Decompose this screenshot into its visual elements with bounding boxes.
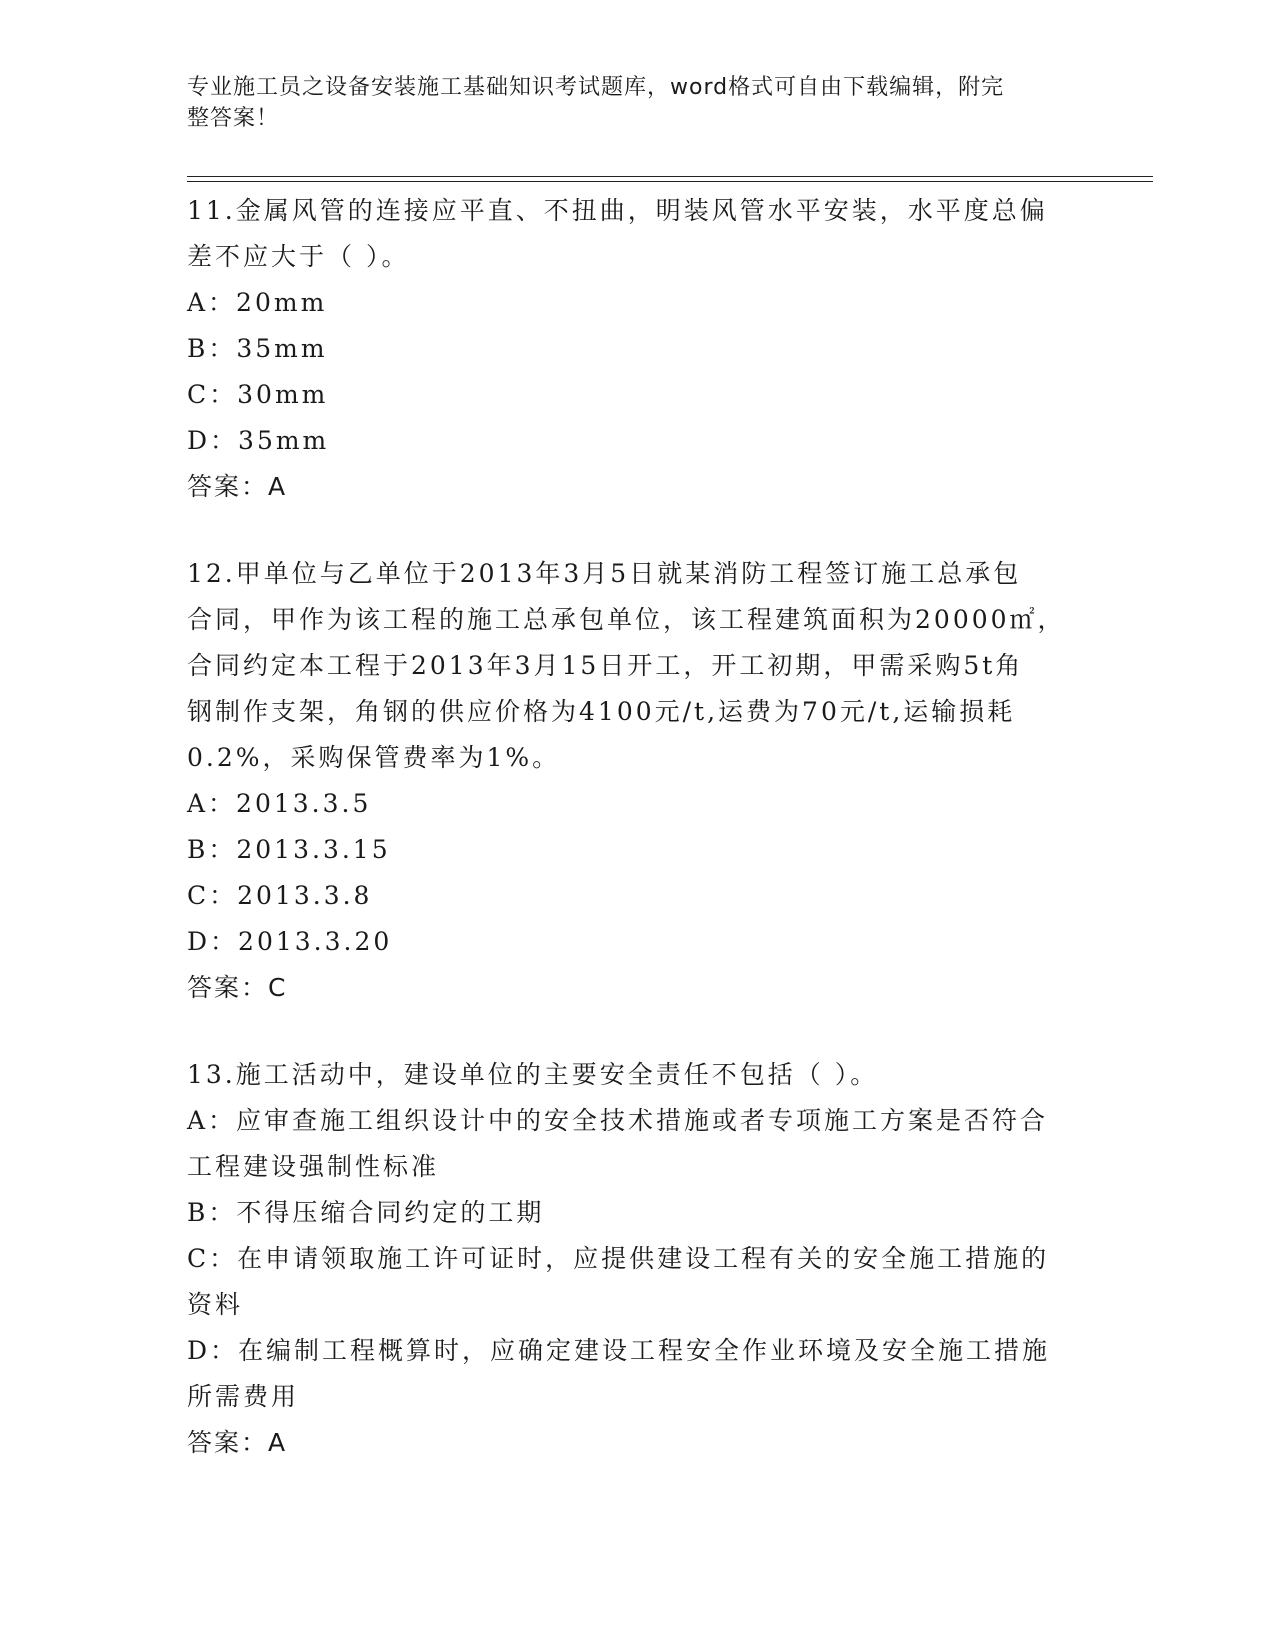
option-line: A：2013.3.5 — [187, 789, 372, 818]
document-header — [187, 72, 1067, 134]
question-stem-line: 0.2%，采购保管费率为1%。 — [187, 743, 561, 772]
question-stem-line: 合同，甲作为该工程的施工总承包单位，该工程建筑面积为20000㎡， — [187, 605, 1066, 634]
question-gap — [187, 510, 1087, 551]
question-stem-line: 13.施工活动中，建设单位的主要安全责任不包括（ ）。 — [187, 1060, 879, 1089]
option-line: 工程建设强制性标准 — [187, 1152, 440, 1181]
question-stem-line: 合同约定本工程于2013年3月15日开工，开工初期，甲需采购5t角 — [187, 651, 1024, 680]
option-line: C：2013.3.8 — [187, 881, 373, 910]
option-line: C：30mm — [187, 380, 329, 409]
question-stem-line: 12.甲单位与乙单位于2013年3月5日就某消防工程签订施工总承包 — [187, 559, 1022, 588]
answer-line: 答案：A — [187, 472, 288, 501]
option-line: D：35mm — [187, 426, 330, 455]
option-line: D：2013.3.20 — [187, 927, 393, 956]
option-line: 资料 — [187, 1290, 244, 1319]
option-line: D：在编制工程概算时，应确定建设工程安全作业环境及安全施工措施 — [187, 1336, 1051, 1365]
option-line: B：35mm — [187, 334, 328, 363]
option-line: 所需费用 — [187, 1382, 300, 1411]
question-stem-line: 钢制作支架，角钢的供应价格为4100元/t,运费为70元/t,运输损耗 — [187, 697, 1016, 726]
question-stem-line: 11.金属风管的连接应平直、不扭曲，明装风管水平安装，水平度总偏 — [187, 196, 1048, 225]
option-line: A：20mm — [187, 288, 328, 317]
header-line-1: 专业施工员之设备安装施工基础知识考试题库，word格式可自由下载编辑，附完 — [187, 75, 1005, 100]
question-block — [187, 1052, 1087, 1466]
option-line: B：不得压缩合同约定的工期 — [187, 1198, 545, 1227]
answer-line: 答案：C — [187, 973, 288, 1002]
question-block — [187, 188, 1087, 510]
question-list — [187, 188, 1087, 1466]
answer-line: 答案：A — [187, 1428, 288, 1457]
question-stem-line: 差不应大于（ ）。 — [187, 242, 410, 271]
question-block — [187, 551, 1087, 1011]
option-line: A：应审查施工组织设计中的安全技术措施或者专项施工方案是否符合 — [187, 1106, 1049, 1135]
question-gap — [187, 1011, 1087, 1052]
header-divider-top — [187, 176, 1153, 177]
header-divider-bottom — [187, 181, 1153, 182]
header-line-2: 整答案！ — [187, 106, 280, 131]
option-line: B：2013.3.15 — [187, 835, 391, 864]
option-line: C：在申请领取施工许可证时，应提供建设工程有关的安全施工措施的 — [187, 1244, 1050, 1273]
